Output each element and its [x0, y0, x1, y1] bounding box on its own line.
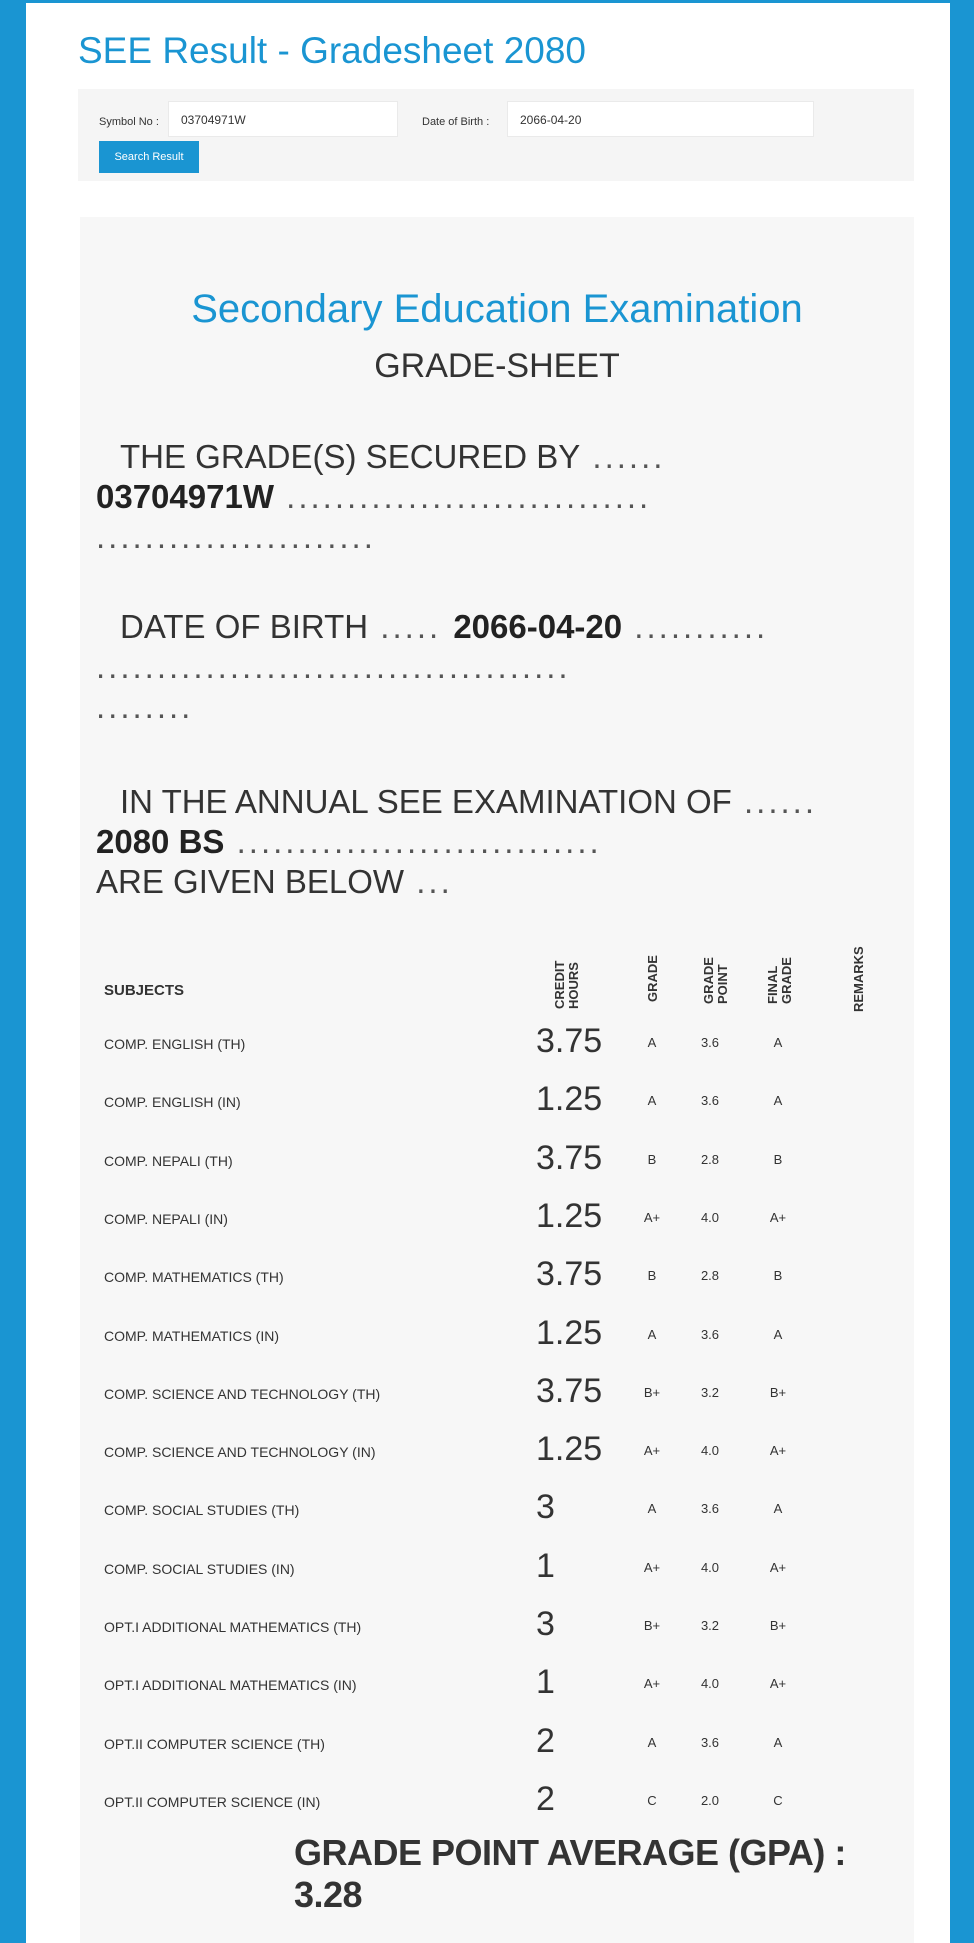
grade-cell: A+ — [643, 1559, 661, 1575]
grade-cell: A+ — [643, 1676, 661, 1692]
top-accent-line — [26, 0, 950, 3]
dots: ..... — [368, 608, 454, 645]
grade-point-cell: 3.6 — [700, 1501, 720, 1517]
grade-point-cell: 2.0 — [700, 1792, 720, 1808]
page-title: SEE Result - Gradesheet 2080 — [78, 30, 587, 71]
grade-cell: A — [647, 1734, 657, 1750]
subject-cell: COMP. ENGLISH (IN) — [104, 1094, 241, 1111]
subject-cell: COMP. SOCIAL STUDIES (TH) — [104, 1502, 300, 1519]
subject-cell: OPT.II COMPUTER SCIENCE (TH) — [104, 1735, 325, 1752]
table-row — [80, 1657, 914, 1715]
grade-point-header: GRADE POINT — [701, 957, 730, 1004]
final-grade-cell: B — [773, 1151, 783, 1167]
dob-text-label: DATE OF BIRTH — [120, 608, 369, 645]
given-below-label: ARE GIVEN BELOW — [96, 863, 405, 900]
credit-hours-cell: 3 — [536, 1488, 555, 1527]
final-grade-cell: A — [773, 1326, 783, 1342]
grade-cell: A — [647, 1501, 657, 1517]
table-row — [80, 1133, 914, 1191]
grade-point-cell: 3.6 — [700, 1326, 720, 1342]
table-row — [80, 1482, 914, 1540]
grade-point-cell: 2.8 — [700, 1268, 720, 1284]
grade-cell: C — [647, 1792, 657, 1808]
final-grade-cell: A — [773, 1035, 783, 1050]
final-grade-header: FINAL GRADE — [765, 957, 794, 1004]
final-grade-cell: A — [773, 1501, 783, 1517]
secured-by-label: THE GRADE(S) SECURED BY — [120, 438, 581, 475]
grade-cell: A — [647, 1035, 657, 1050]
subject-cell: OPT.I ADDITIONAL MATHEMATICS (IN) — [104, 1677, 357, 1694]
final-grade-cell: C — [773, 1792, 783, 1808]
exam-title: Secondary Education Examination — [191, 287, 803, 331]
credit-hours-cell: 3.75 — [536, 1255, 603, 1294]
gradesheet-heading: GRADE-SHEET — [374, 347, 620, 385]
credit-hours-cell: 1.25 — [536, 1196, 603, 1235]
subject-cell: COMP. SCIENCE AND TECHNOLOGY (TH) — [104, 1385, 381, 1402]
grade-cell: B — [647, 1268, 657, 1284]
credit-hours-cell: 3.75 — [536, 1138, 603, 1177]
grade-point-cell: 4.0 — [700, 1443, 720, 1459]
credit-hours-cell: 1.25 — [536, 1430, 603, 1469]
grade-header: GRADE — [645, 955, 660, 1002]
gpa-label: GRADE POINT AVERAGE (GPA) : — [294, 1832, 846, 1873]
secured-by-paragraph — [96, 437, 896, 557]
final-grade-cell: A+ — [769, 1676, 787, 1692]
table-row — [80, 1541, 914, 1599]
credit-hours-cell: 1 — [536, 1546, 555, 1585]
exam-of-paragraph — [96, 782, 896, 902]
table-row — [80, 1191, 914, 1249]
credit-hours-cell: 2 — [536, 1721, 555, 1760]
table-row — [80, 1016, 914, 1074]
subject-cell: COMP. ENGLISH (TH) — [104, 1036, 246, 1052]
credit-hours-cell: 3 — [536, 1605, 555, 1643]
final-grade-cell: B+ — [769, 1384, 787, 1400]
subject-cell: OPT.I ADDITIONAL MATHEMATICS (TH) — [104, 1619, 362, 1635]
grade-cell: A — [647, 1326, 657, 1342]
subject-cell: OPT.II COMPUTER SCIENCE (IN) — [104, 1793, 321, 1810]
dots: ........ — [96, 688, 194, 725]
final-grade-cell: A+ — [769, 1443, 787, 1459]
search-result-button[interactable]: Search Result — [99, 141, 199, 173]
subject-cell: COMP. MATHEMATICS (TH) — [104, 1269, 284, 1286]
search-form — [78, 89, 914, 181]
dob-label: Date of Birth : — [422, 116, 490, 128]
grade-point-cell: 3.6 — [700, 1734, 720, 1750]
subject-cell: COMP. MATHEMATICS (IN) — [104, 1327, 279, 1344]
final-grade-cell: B+ — [769, 1618, 787, 1633]
subject-cell: COMP. NEPALI (IN) — [104, 1210, 228, 1227]
grade-point-cell: 2.8 — [700, 1151, 720, 1167]
dots: ........... — [622, 608, 769, 645]
grade-cell: B+ — [643, 1384, 661, 1400]
remarks-header: REMARKS — [851, 946, 866, 1012]
grade-point-cell: 3.2 — [700, 1384, 720, 1400]
dob-paragraph — [96, 607, 896, 727]
dots: ...... — [731, 783, 818, 820]
final-grade-cell: A+ — [769, 1559, 787, 1575]
exam-of-label: IN THE ANNUAL SEE EXAMINATION OF — [120, 783, 732, 820]
symbol-label: Symbol No : — [99, 116, 159, 128]
table-row — [80, 1599, 914, 1657]
credit-hours-cell: 3.75 — [536, 1022, 603, 1060]
gpa-summary — [294, 1832, 914, 1916]
dots: ....................................... — [96, 648, 571, 685]
table-row — [80, 1774, 914, 1832]
grade-cell: A+ — [643, 1443, 661, 1459]
grade-cell: A — [647, 1093, 657, 1109]
final-grade-cell: A — [773, 1093, 783, 1109]
credit-hours-cell: 1 — [536, 1663, 555, 1702]
dots: ....................... — [96, 518, 376, 555]
dots: ... — [404, 863, 453, 900]
grade-point-cell: 3.6 — [700, 1035, 720, 1050]
grade-cell: B+ — [643, 1618, 661, 1633]
dots: .............................. — [224, 823, 602, 860]
table-row — [80, 1716, 914, 1774]
credit-hours-header: CREDIT HOURS — [552, 960, 581, 1009]
table-row — [80, 1366, 914, 1424]
dots: ...... — [580, 438, 666, 475]
credit-hours-cell: 1.25 — [536, 1313, 603, 1352]
grade-cell: A+ — [643, 1209, 661, 1225]
symbol-number: 03704971W — [96, 478, 274, 515]
symbol-input[interactable]: 03704971W — [168, 101, 398, 137]
dob-input[interactable]: 2066-04-20 — [507, 101, 814, 137]
gradesheet-panel — [80, 217, 914, 1943]
table-row — [80, 1424, 914, 1482]
table-row — [80, 1249, 914, 1307]
final-grade-cell: A+ — [769, 1209, 787, 1225]
dob-value: 2066-04-20 — [453, 608, 623, 645]
grade-point-cell: 4.0 — [700, 1209, 720, 1225]
table-row — [80, 1074, 914, 1132]
credit-hours-cell: 3.75 — [536, 1371, 603, 1410]
page-container — [26, 0, 950, 1943]
exam-year: 2080 BS — [96, 823, 225, 860]
subject-cell: COMP. SOCIAL STUDIES (IN) — [104, 1560, 295, 1577]
grade-point-cell: 3.6 — [700, 1093, 720, 1109]
dots: .............................. — [273, 478, 652, 515]
grade-point-cell: 3.2 — [700, 1618, 720, 1633]
credit-hours-cell: 2 — [536, 1779, 555, 1818]
final-grade-cell: A — [773, 1734, 783, 1750]
subjects-header: SUBJECTS — [104, 982, 185, 999]
gpa-value: 3.28 — [294, 1874, 363, 1915]
subject-cell: COMP. NEPALI (TH) — [104, 1152, 233, 1169]
credit-hours-cell: 1.25 — [536, 1080, 603, 1119]
grade-point-cell: 4.0 — [700, 1559, 720, 1575]
final-grade-cell: B — [773, 1268, 783, 1284]
grade-point-cell: 4.0 — [700, 1676, 720, 1692]
subject-cell: COMP. SCIENCE AND TECHNOLOGY (IN) — [104, 1444, 376, 1461]
grade-cell: B — [647, 1151, 657, 1167]
table-row — [80, 1308, 914, 1366]
